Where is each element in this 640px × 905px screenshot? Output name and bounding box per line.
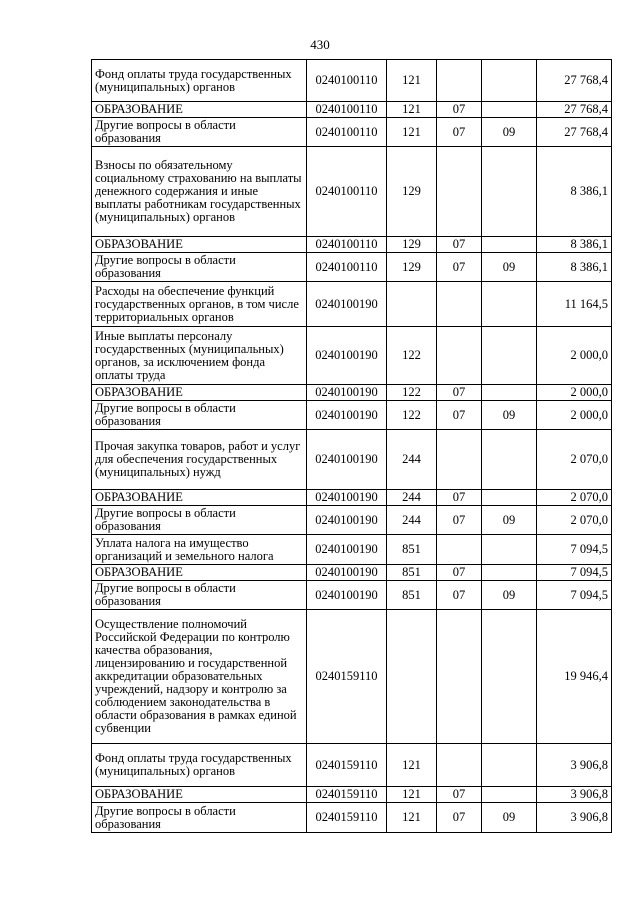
row-name: Другие вопросы в области образования [92,253,307,282]
row-name: Фонд оплаты труда государственных (муниципальных) органов [92,744,307,787]
row-target-code: 0240100190 [307,565,387,581]
row-section: 07 [437,565,482,581]
row-section: 07 [437,102,482,118]
table-row [92,102,612,118]
row-section: 07 [437,490,482,506]
row-section: 07 [437,253,482,282]
row-section: 07 [437,401,482,430]
table-row [92,237,612,253]
row-expense-type: 244 [387,490,437,506]
row-section: 07 [437,118,482,147]
row-target-code: 0240100110 [307,253,387,282]
row-name: Расходы на обеспечение функций государственных органов, в том числе территориальных органов [92,282,307,327]
row-name: Иные выплаты персоналу государственных (муниципальных) органов, за исключением фонда оплаты труда [92,327,307,385]
row-expense-type: 851 [387,581,437,610]
row-expense-type [387,282,437,327]
row-name: Фонд оплаты труда государственных (муниципальных) органов [92,60,307,102]
row-target-code: 0240100110 [307,118,387,147]
row-expense-type: 121 [387,102,437,118]
row-subsection [482,610,537,744]
row-subsection: 09 [482,253,537,282]
table-row [92,60,612,102]
row-expense-type: 851 [387,535,437,565]
row-section: 07 [437,385,482,401]
row-amount: 2 000,0 [537,401,612,430]
row-amount: 2 070,0 [537,490,612,506]
row-amount: 2 070,0 [537,430,612,490]
row-subsection [482,147,537,237]
row-amount: 3 906,8 [537,803,612,833]
table-row [92,565,612,581]
row-subsection: 09 [482,401,537,430]
table-row [92,490,612,506]
table-row [92,253,612,282]
row-subsection [482,430,537,490]
row-section [437,535,482,565]
row-name: ОБРАЗОВАНИЕ [92,237,307,253]
row-section: 07 [437,506,482,535]
row-section [437,327,482,385]
row-amount: 27 768,4 [537,118,612,147]
row-expense-type: 121 [387,60,437,102]
row-expense-type [387,610,437,744]
row-name: ОБРАЗОВАНИЕ [92,787,307,803]
row-target-code: 0240100190 [307,506,387,535]
row-amount: 11 164,5 [537,282,612,327]
row-name: Другие вопросы в области образования [92,118,307,147]
row-section: 07 [437,237,482,253]
row-amount: 7 094,5 [537,565,612,581]
row-expense-type: 121 [387,118,437,147]
row-section: 07 [437,581,482,610]
row-target-code: 0240100110 [307,237,387,253]
row-name: Другие вопросы в области образования [92,803,307,833]
row-section [437,610,482,744]
row-subsection [482,744,537,787]
table-row [92,385,612,401]
row-subsection [482,490,537,506]
budget-table [91,59,612,833]
table-row [92,118,612,147]
row-amount: 3 906,8 [537,787,612,803]
row-amount: 8 386,1 [537,147,612,237]
row-section [437,147,482,237]
table-row [92,327,612,385]
row-amount: 8 386,1 [537,253,612,282]
row-target-code: 0240159110 [307,803,387,833]
row-name: Другие вопросы в области образования [92,401,307,430]
row-name: Уплата налога на имущество организаций и земельного налога [92,535,307,565]
row-expense-type: 129 [387,237,437,253]
row-name: Осуществление полномочий Российской Федерации по контролю качества образования, лицензированию и государственной аккредитации образовательных учреждений, надзору и контролю за соблюдением законодательства в области образования в рамках единой субвенции [92,610,307,744]
row-target-code: 0240100190 [307,327,387,385]
table-row [92,535,612,565]
row-section: 07 [437,787,482,803]
row-expense-type: 851 [387,565,437,581]
row-section: 07 [437,803,482,833]
row-expense-type: 122 [387,385,437,401]
table-row [92,581,612,610]
row-subsection: 09 [482,803,537,833]
row-subsection [482,327,537,385]
row-name: Взносы по обязательному социальному страхованию на выплаты денежного содержания и иные выплаты работникам государственных (муниципальных) органов [92,147,307,237]
row-target-code: 0240100190 [307,490,387,506]
row-expense-type: 129 [387,253,437,282]
row-amount: 27 768,4 [537,60,612,102]
table-row [92,430,612,490]
row-target-code: 0240100190 [307,401,387,430]
row-target-code: 0240100190 [307,430,387,490]
row-target-code: 0240159110 [307,610,387,744]
row-target-code: 0240100190 [307,581,387,610]
row-target-code: 0240100190 [307,535,387,565]
table-row [92,787,612,803]
row-expense-type: 121 [387,803,437,833]
row-amount: 7 094,5 [537,581,612,610]
row-target-code: 0240100190 [307,282,387,327]
row-name: ОБРАЗОВАНИЕ [92,565,307,581]
row-amount: 8 386,1 [537,237,612,253]
row-subsection [482,385,537,401]
row-name: ОБРАЗОВАНИЕ [92,385,307,401]
row-expense-type: 121 [387,744,437,787]
row-expense-type: 122 [387,401,437,430]
row-amount: 3 906,8 [537,744,612,787]
row-section [437,282,482,327]
row-subsection: 09 [482,506,537,535]
row-subsection: 09 [482,581,537,610]
row-target-code: 0240100110 [307,147,387,237]
row-section [437,744,482,787]
row-amount: 2 000,0 [537,327,612,385]
table-row [92,282,612,327]
table-row [92,744,612,787]
table-row [92,506,612,535]
row-target-code: 0240159110 [307,744,387,787]
row-expense-type: 244 [387,506,437,535]
row-amount: 2 000,0 [537,385,612,401]
row-subsection [482,787,537,803]
row-subsection [482,237,537,253]
row-subsection [482,282,537,327]
row-subsection [482,565,537,581]
row-target-code: 0240100190 [307,385,387,401]
row-name: ОБРАЗОВАНИЕ [92,102,307,118]
row-subsection [482,102,537,118]
row-name: ОБРАЗОВАНИЕ [92,490,307,506]
row-expense-type: 244 [387,430,437,490]
row-target-code: 0240159110 [307,787,387,803]
row-name: Прочая закупка товаров, работ и услуг для обеспечения государственных (муниципальных) нужд [92,430,307,490]
row-amount: 27 768,4 [537,102,612,118]
table-row [92,610,612,744]
page-number: 430 [310,37,330,52]
row-name: Другие вопросы в области образования [92,581,307,610]
row-amount: 19 946,4 [537,610,612,744]
row-expense-type: 129 [387,147,437,237]
table-row [92,147,612,237]
row-target-code: 0240100110 [307,102,387,118]
row-name: Другие вопросы в области образования [92,506,307,535]
row-subsection: 09 [482,118,537,147]
row-expense-type: 121 [387,787,437,803]
row-section [437,60,482,102]
row-subsection [482,535,537,565]
table-row [92,401,612,430]
row-section [437,430,482,490]
table-row [92,803,612,833]
row-target-code: 0240100110 [307,60,387,102]
budget-table-body [92,60,612,833]
row-amount: 2 070,0 [537,506,612,535]
row-expense-type: 122 [387,327,437,385]
row-amount: 7 094,5 [537,535,612,565]
row-subsection [482,60,537,102]
